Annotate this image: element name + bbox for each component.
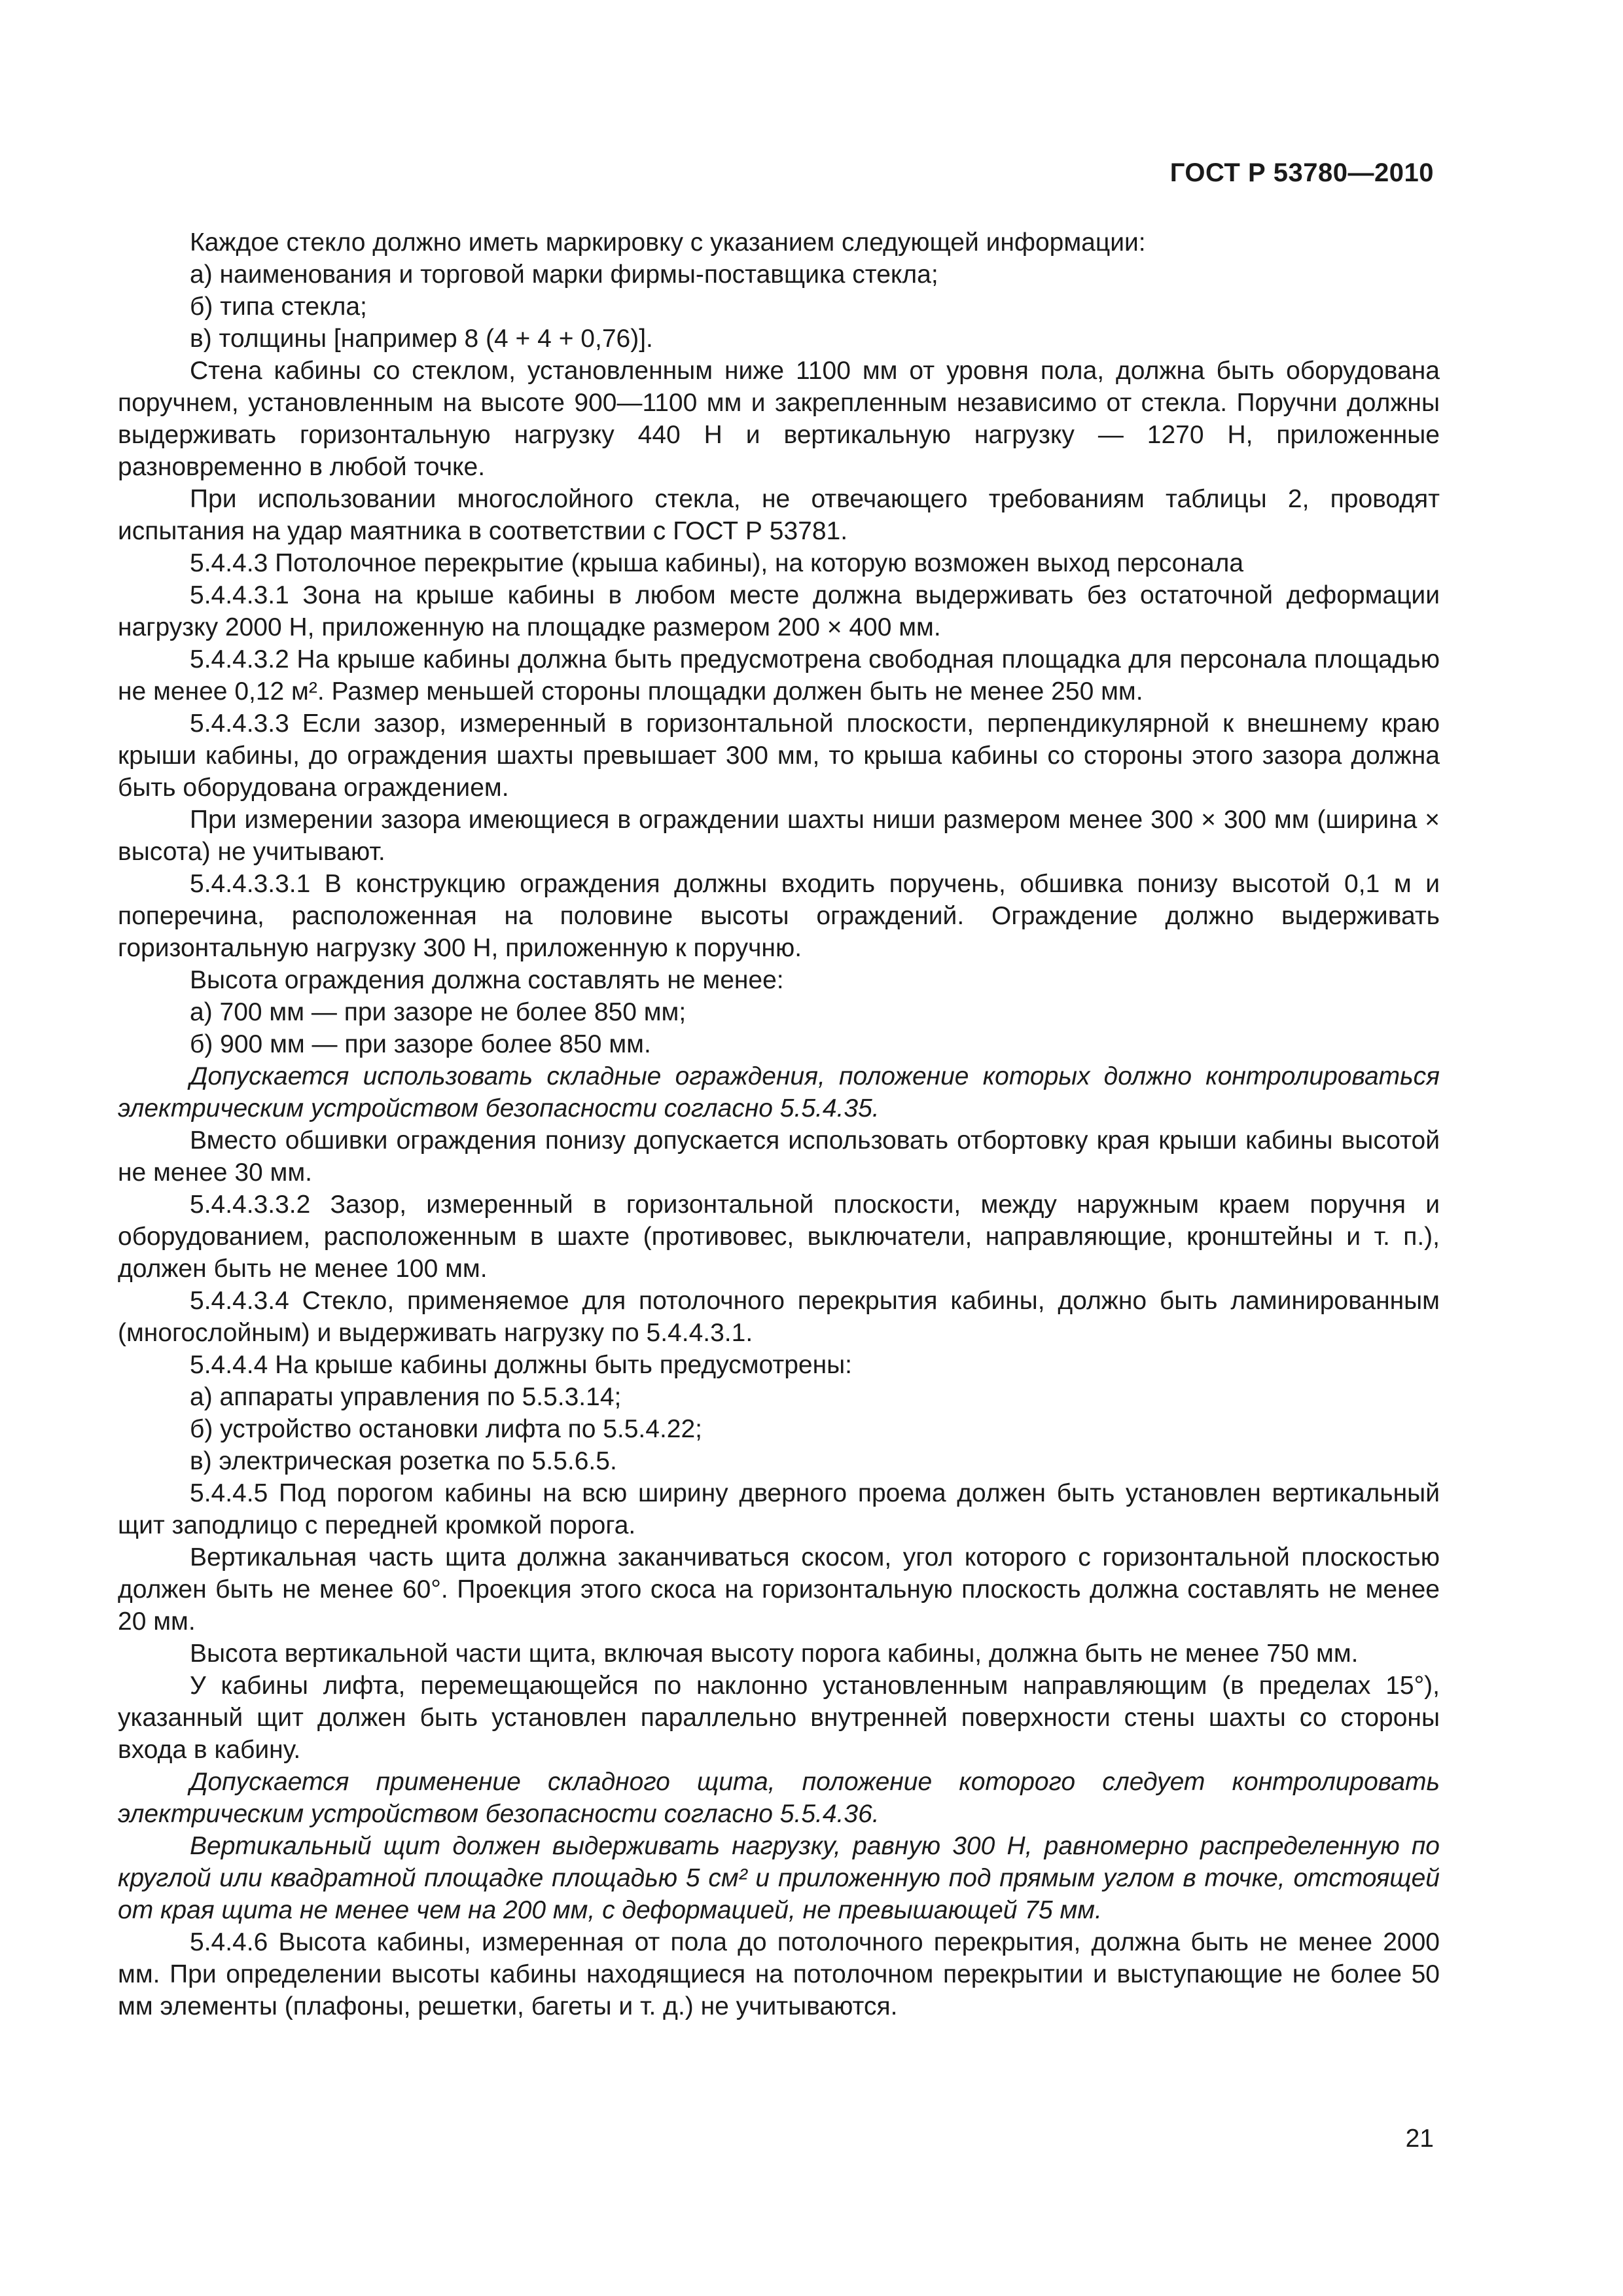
list-item: б) устройство остановки лифта по 5.5.4.22; [190, 1415, 703, 1443]
paragraph: 5.4.4.3 Потолочное перекрытие (крыша кабины), на которую возможен выход персонала [190, 549, 1244, 577]
paragraph: Вместо обшивки ограждения понизу допускается использовать отбортовку края крыши кабины высотой не менее 30 мм. [118, 1126, 1440, 1187]
list-item: а) 700 мм — при зазоре не более 850 мм; [190, 998, 687, 1026]
paragraph: 5.4.4.3.3 Если зазор, измеренный в горизонтальной плоскости, перпендикулярной к внешнему краю крыши кабины, до ограждения шахты превышает 300 мм, то крыша кабины со стороны этого зазора должна быть оборудована ограждением. [118, 709, 1440, 802]
paragraph: Вертикальная часть щита должна заканчиваться скосом, угол которого с горизонтальной плоскостью должен быть не менее 60°. Проекция этого скоса на горизонтальную плоскость должна составлять не менее 20 мм. [118, 1543, 1440, 1636]
paragraph: Высота ограждения должна составлять не менее: [190, 966, 784, 994]
list-item: б) 900 мм — при зазоре более 850 мм. [190, 1030, 651, 1058]
paragraph: Высота вертикальной части щита, включая высоту порога кабины, должна быть не менее 750 мм. [190, 1640, 1359, 1668]
paragraph: При измерении зазора имеющиеся в ограждении шахты ниши размером менее 300 × 300 мм (ширина × высота) не учитывают. [118, 806, 1440, 866]
paragraph: У кабины лифта, перемещающейся по наклонно установленным направляющим (в пределах 15°), указанный щит должен быть установлен параллельно внутренней поверхности стены шахты со стороны входа в кабину. [118, 1672, 1440, 1764]
paragraph: Допускается использовать складные ограждения, положение которых должно контролироваться электрическим устройством безопасности согласно 5.5.4.35. [118, 1062, 1440, 1122]
paragraph: Допускается применение складного щита, положение которого следует контролировать электрическим устройством безопасности согласно 5.5.4.36. [118, 1768, 1440, 1828]
paragraph: 5.4.4.3.3.2 Зазор, измеренный в горизонтальной плоскости, между наружным краем поручня и оборудованием, расположенным в шахте (противовес, выключатели, направляющие, кронштейны и т. п.), должен быть не менее 100 мм. [118, 1191, 1440, 1283]
paragraph: 5.4.4.6 Высота кабины, измеренная от пола до потолочного перекрытия, должна быть не менее 2000 мм. При определении высоты кабины находящиеся на потолочном перекрытии и выступающие не более 50 мм элементы (плафоны, решетки, багеты и т. д.) не учитываются. [118, 1928, 1440, 2020]
paragraph: 5.4.4.3.4 Стекло, применяемое для потолочного перекрытия кабины, должно быть ламинированным (многослойным) и выдерживать нагрузку по 5.4.4.3.1. [118, 1287, 1440, 1347]
paragraph: Каждое стекло должно иметь маркировку с указанием следующей информации: [190, 228, 1146, 257]
paragraph: Вертикальный щит должен выдерживать нагрузку, равную 300 Н, равномерно распределенную по круглой или квадратной площадке площадью 5 см² и приложенную под прямым углом в точке, отстоящей от края щита не менее чем на 200 мм, с деформацией, не превышающей 75 мм. [118, 1832, 1440, 1924]
document-body [118, 226, 1440, 2022]
list-item: в) толщины [например 8 (4 + 4 + 0,76)]. [190, 325, 653, 353]
list-item: а) аппараты управления по 5.5.3.14; [190, 1383, 622, 1411]
document-header: ГОСТ Р 53780—2010 [1169, 158, 1434, 187]
paragraph: Стена кабины со стеклом, установленным ниже 1100 мм от уровня пола, должна быть оборудована поручнем, установленным на высоте 900—1100 мм и закрепленным независимо от стекла. Поручни должны выдерживать горизонтальную нагрузку 440 Н и вертикальную нагрузку — 1270 Н, приложенные разновременно в любой точке. [118, 357, 1440, 481]
paragraph: 5.4.4.3.1 Зона на крыше кабины в любом месте должна выдерживать без остаточной деформации нагрузку 2000 Н, приложенную на площадке размером 200 × 400 мм. [118, 581, 1440, 641]
list-item: б) типа стекла; [190, 293, 367, 321]
list-item: в) электрическая розетка по 5.5.6.5. [190, 1447, 617, 1475]
paragraph: 5.4.4.5 Под порогом кабины на всю ширину дверного проема должен быть установлен вертикальный щит заподлицо с передней кромкой порога. [118, 1479, 1440, 1539]
paragraph: 5.4.4.4 На крыше кабины должны быть предусмотрены: [190, 1351, 853, 1379]
paragraph: 5.4.4.3.2 На крыше кабины должна быть предусмотрена свободная площадка для персонала площадью не менее 0,12 м². Размер меньшей стороны площадки должен быть не менее 250 мм. [118, 645, 1440, 706]
page-number: 21 [1405, 2125, 1434, 2153]
paragraph: При использовании многослойного стекла, не отвечающего требованиям таблицы 2, проводят испытания на удар маятника в соответствии с ГОСТ Р 53781. [118, 485, 1440, 545]
list-item: а) наименования и торговой марки фирмы-поставщика стекла; [190, 260, 938, 289]
paragraph: 5.4.4.3.3.1 В конструкцию ограждения должны входить поручень, обшивка понизу высотой 0,1 м и поперечина, расположенная на половине высоты ограждений. Ограждение должно выдерживать горизонтальную нагрузку 300 Н, приложенную к поручню. [118, 870, 1440, 962]
